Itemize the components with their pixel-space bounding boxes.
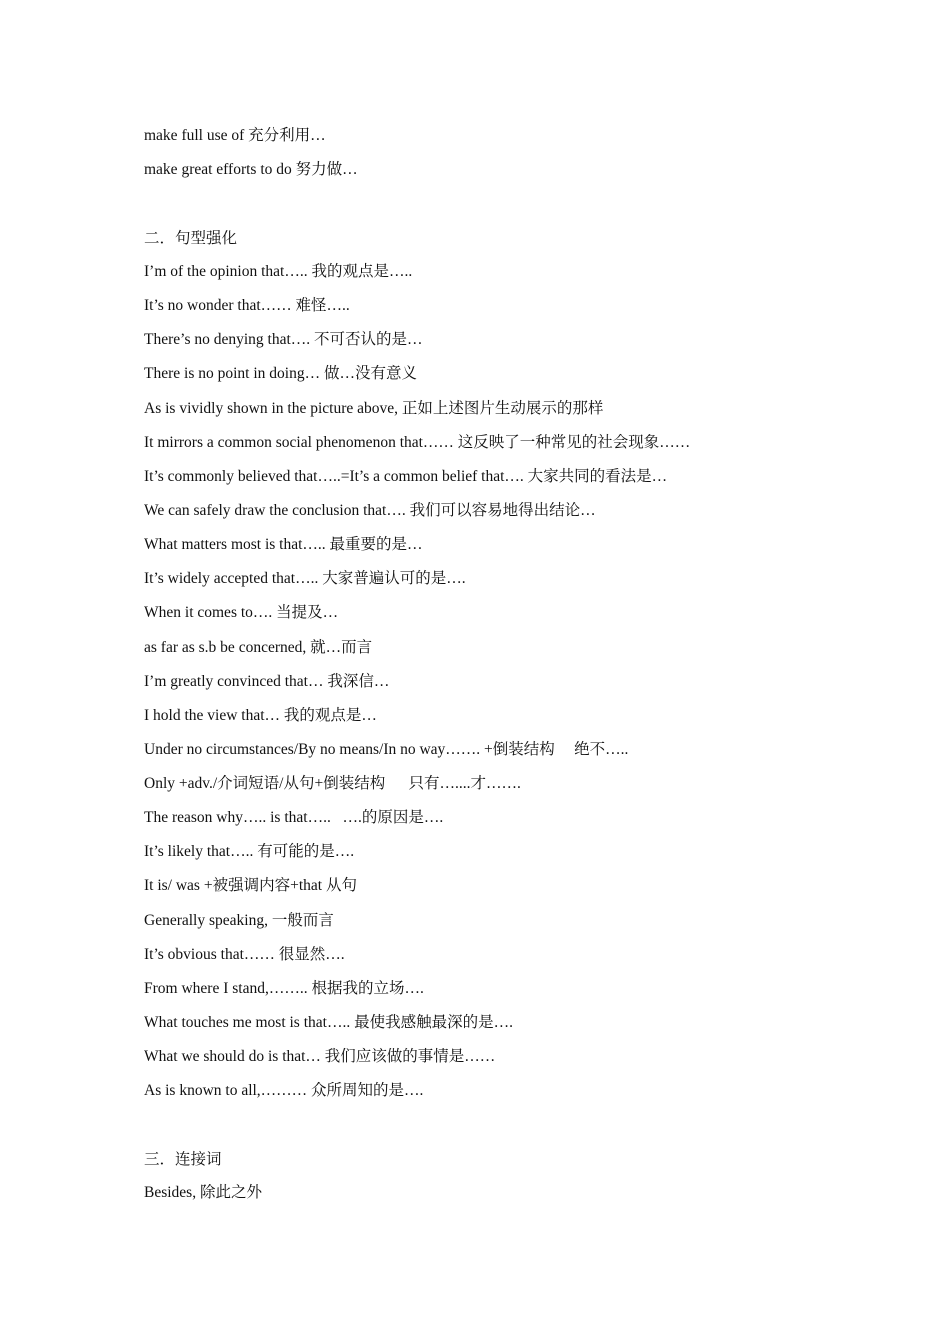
phrase-line: I’m greatly convinced that… 我深信… bbox=[144, 673, 390, 690]
phrase-line: We can safely draw the conclusion that…. 我们可以容易地得出结论… bbox=[144, 502, 596, 519]
phrase-line: Generally speaking, 一般而言 bbox=[144, 912, 334, 929]
phrase-line: Only +adv./介词短语/从句+倒装结构 只有…....才……. bbox=[144, 775, 521, 792]
phrase-line: As is vividly shown in the picture above, 正如上述图片生动展示的那样 bbox=[144, 400, 604, 417]
phrase-line: make full use of 充分利用… bbox=[144, 127, 326, 144]
phrase-line: When it comes to…. 当提及… bbox=[144, 604, 339, 621]
phrase-line: It’s commonly believed that…..=It’s a common belief that…. 大家共同的看法是… bbox=[144, 468, 668, 485]
phrase-line: It is/ was +被强调内容+that 从句 bbox=[144, 877, 357, 894]
phrase-line: As is known to all,……… 众所周知的是…. bbox=[144, 1082, 424, 1099]
phrase-line: What we should do is that… 我们应该做的事情是…… bbox=[144, 1048, 496, 1065]
phrase-line: It’s widely accepted that….. 大家普遍认可的是…. bbox=[144, 570, 466, 587]
phrase-line: I’m of the opinion that….. 我的观点是….. bbox=[144, 263, 413, 280]
phrase-line: It’s likely that….. 有可能的是…. bbox=[144, 843, 355, 860]
phrase-line: There is no point in doing… 做…没有意义 bbox=[144, 365, 417, 382]
phrase-line: The reason why….. is that….. ….的原因是…. bbox=[144, 809, 444, 826]
phrase-line: It’s obvious that…… 很显然…. bbox=[144, 946, 345, 963]
phrase-line: make great efforts to do 努力做… bbox=[144, 161, 358, 178]
phrase-line: as far as s.b be concerned, 就…而言 bbox=[144, 639, 373, 656]
section-heading-connectives: 三．连接词 bbox=[144, 1151, 222, 1168]
section-heading-sentence-patterns: 二．句型强化 bbox=[144, 230, 238, 247]
phrase-line: Besides, 除此之外 bbox=[144, 1184, 262, 1201]
phrase-line: It mirrors a common social phenomenon that…… 这反映了一种常见的社会现象…… bbox=[144, 434, 691, 451]
phrase-line: What touches me most is that….. 最使我感触最深的是…. bbox=[144, 1014, 513, 1031]
phrase-line: From where I stand,…….. 根据我的立场…. bbox=[144, 980, 424, 997]
phrase-line: It’s no wonder that…… 难怪….. bbox=[144, 297, 350, 314]
phrase-line: I hold the view that… 我的观点是… bbox=[144, 707, 377, 724]
phrase-line: There’s no denying that…. 不可否认的是… bbox=[144, 331, 423, 348]
phrase-line: What matters most is that….. 最重要的是… bbox=[144, 536, 423, 553]
phrase-line: Under no circumstances/By no means/In no way……. +倒装结构 绝不….. bbox=[144, 741, 629, 758]
